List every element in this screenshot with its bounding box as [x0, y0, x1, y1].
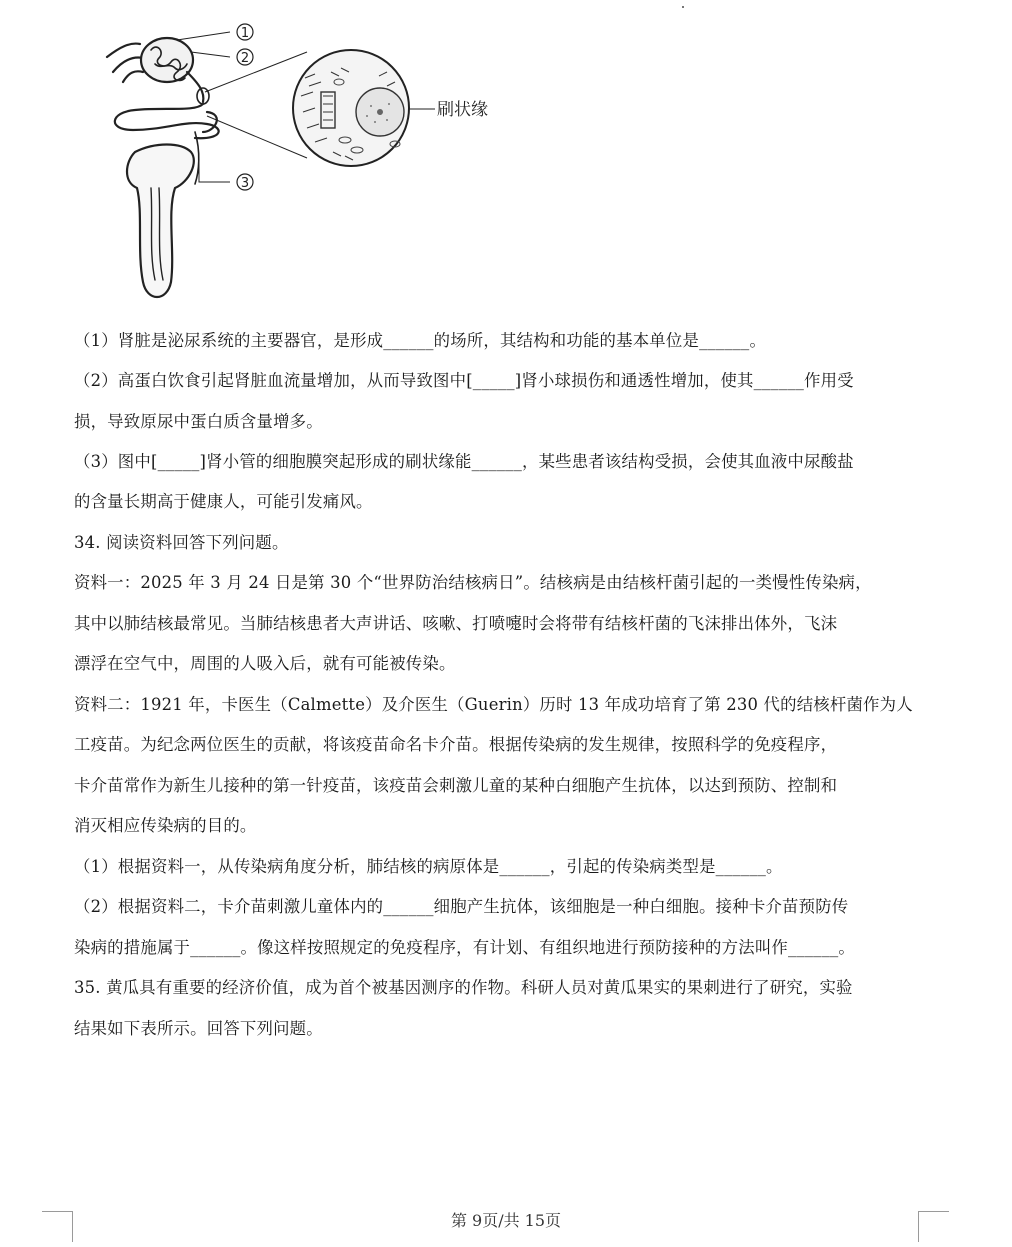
svg-text:2: 2	[240, 51, 250, 66]
text-line: 的含量长期高于健康人，可能引发痛风。	[74, 492, 373, 511]
text-line: 损，导致原尿中蛋白质含量增多。	[74, 412, 323, 431]
scan-dot	[682, 6, 684, 8]
svg-text:3: 3	[240, 176, 250, 191]
magnified-cell	[293, 50, 409, 166]
text-line: 其中以肺结核最常见。当肺结核患者大声讲话、咳嗽、打喷嚏时会将带有结核杆菌的飞沫排出体外，飞沫	[74, 614, 838, 633]
marker-3	[237, 174, 253, 191]
text-line: 工疫苗。为纪念两位医生的贡献，将该疫苗命名卡介苗。根据传染病的发生规律，按照科学的免疫程序，	[74, 735, 838, 754]
marker-1	[237, 24, 253, 41]
text-line: （1）根据资料一，从传染病角度分析，肺结核的病原体是______，引起的传染病类型是______。	[74, 857, 783, 876]
text-line: 34. 阅读资料回答下列问题。	[74, 533, 289, 552]
marker-2	[237, 49, 253, 66]
text-line: （2）根据资料二，卡介苗刺激儿童体内的______细胞产生抗体，该细胞是一种白细胞。接种卡介苗预防传	[74, 897, 849, 916]
text-line: 资料二：1921 年，卡医生（Calmette）及介医生（Guerin）历时 13 年成功培育了第 230 代的结核杆菌作为人	[74, 695, 913, 714]
svg-text:1: 1	[240, 26, 250, 41]
text-line: 消灭相应传染病的目的。	[74, 816, 257, 835]
brush-border-label: 刷状缘	[437, 100, 488, 120]
text-line: 漂浮在空气中，周围的人吸入后，就有可能被传染。	[74, 654, 456, 673]
text-line: 资料一：2025 年 3 月 24 日是第 30 个“世界防治结核病日”。结核病是由结核杆菌引起的一类慢性传染病，	[74, 573, 872, 592]
page-number: 第 9页/共 15页	[450, 1211, 562, 1230]
text-line: （1）肾脏是泌尿系统的主要器官，是形成______的场所，其结构和功能的基本单位是______。	[74, 331, 767, 350]
text-line: 35. 黄瓜具有重要的经济价值，成为首个被基因测序的作物。科研人员对黄瓜果实的果刺进行了研究，实验	[74, 978, 853, 997]
text-line: （3）图中[_____]肾小管的细胞膜突起形成的刷状缘能______，某些患者该结构受损，会使其血液中尿酸盐	[74, 452, 854, 471]
text-line: 染病的措施属于______。像这样按照规定的免疫程序，有计划、有组织地进行预防接种的方法叫作______。	[74, 938, 855, 957]
text-line: （2）高蛋白饮食引起肾脏血流量增加，从而导致图中[_____]肾小球损伤和通透性增加，使其______作用受	[74, 371, 854, 390]
text-line: 卡介苗常作为新生儿接种的第一针疫苗，该疫苗会刺激儿童的某种白细胞产生抗体，以达到预防、控制和	[74, 776, 838, 795]
nephron-figure	[95, 12, 515, 302]
text-line: 结果如下表所示。回答下列问题。	[74, 1019, 323, 1038]
